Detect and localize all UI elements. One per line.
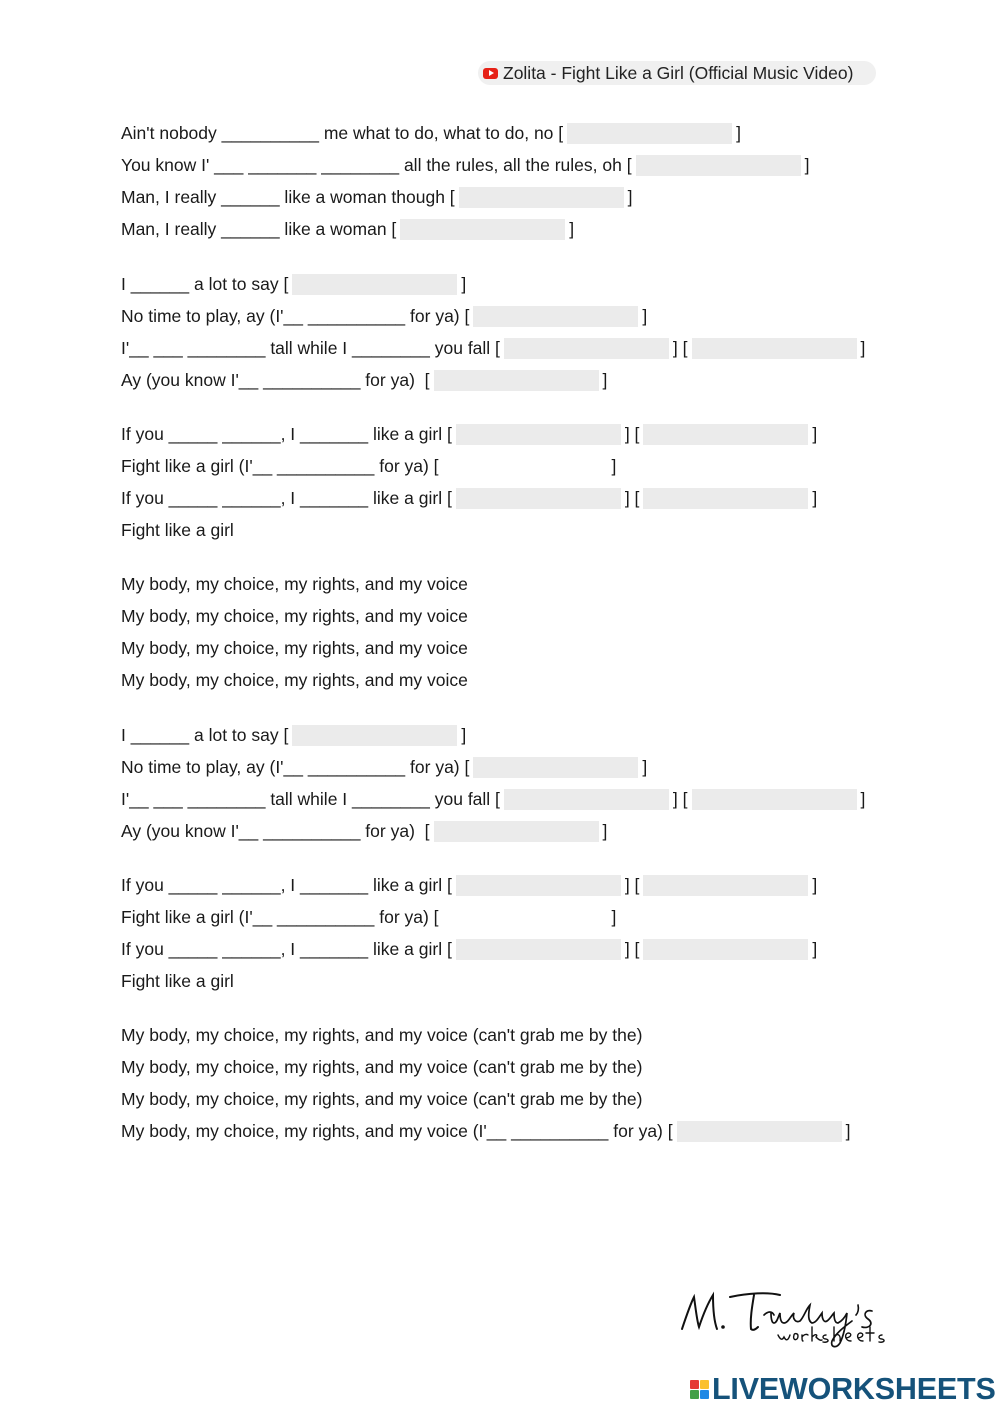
signature-logo: [676, 1283, 926, 1355]
lyric-text: Ay (you know I'__ __________ for ya) [: [121, 370, 430, 390]
lyric-line: [121, 337, 865, 359]
lyric-text: If you _____ ______, I _______ like a girl [: [121, 488, 452, 508]
answer-input-box[interactable]: [643, 424, 808, 445]
lyric-text: Ain't nobody __________ me what to do, what to do, no [: [121, 123, 564, 143]
lyric-line: [121, 1024, 642, 1046]
logo-square: [690, 1380, 699, 1389]
lyric-text: ]: [812, 939, 818, 959]
answer-input-box[interactable]: [292, 274, 457, 295]
lyric-text: My body, my choice, my rights, and my voice: [121, 638, 468, 658]
answer-input-box[interactable]: [400, 219, 565, 240]
lyric-text: ]: [812, 875, 818, 895]
lyric-text: ] [: [624, 488, 640, 508]
answer-input-box[interactable]: [292, 725, 457, 746]
lyric-text: ] [: [672, 338, 688, 358]
liveworksheets-logo: [690, 1372, 996, 1406]
answer-input-box[interactable]: [443, 907, 608, 928]
brand-name: LIVEWORKSHEETS: [712, 1371, 996, 1406]
answer-input-box[interactable]: [692, 338, 857, 359]
lyric-text: ]: [602, 370, 608, 390]
lyric-text: My body, my choice, my rights, and my voice (can't grab me by the): [121, 1057, 643, 1077]
answer-input-box[interactable]: [643, 488, 808, 509]
answer-input-box[interactable]: [459, 187, 624, 208]
answer-input-box[interactable]: [504, 338, 669, 359]
lyric-text: You know I' ___ _______ ________ all the rules, all the rules, oh [: [121, 155, 632, 175]
lyric-text: My body, my choice, my rights, and my voice: [121, 606, 468, 626]
answer-input-box[interactable]: [643, 875, 808, 896]
lyric-text: Fight like a girl: [121, 520, 234, 540]
lyric-text: If you _____ ______, I _______ like a girl [: [121, 939, 452, 959]
video-title: Zolita - Fight Like a Girl (Official Music Video): [503, 62, 854, 83]
lyric-text: ]: [627, 187, 633, 207]
answer-input-box[interactable]: [456, 939, 621, 960]
answer-input-box[interactable]: [677, 1121, 842, 1142]
lyric-text: Fight like a girl (I'__ __________ for ya) [: [121, 456, 439, 476]
lyric-line: [121, 637, 468, 659]
lyric-line: [121, 970, 234, 992]
lyric-line: [121, 820, 607, 842]
lyric-text: ] [: [624, 875, 640, 895]
lyric-text: ]: [860, 338, 866, 358]
answer-input-box[interactable]: [456, 424, 621, 445]
lyric-text: ] [: [672, 789, 688, 809]
lyric-text: My body, my choice, my rights, and my voice (can't grab me by the): [121, 1089, 643, 1109]
answer-input-box[interactable]: [434, 821, 599, 842]
lyric-text: ]: [611, 456, 617, 476]
lyric-line: [121, 273, 466, 295]
lyric-line: [121, 305, 647, 327]
lyric-text: I ______ a lot to say [: [121, 274, 289, 294]
lyric-text: My body, my choice, my rights, and my voice: [121, 670, 468, 690]
lyric-text: Fight like a girl (I'__ __________ for ya) [: [121, 907, 439, 927]
lyric-line: [121, 788, 865, 810]
youtube-icon: [483, 68, 498, 79]
lyric-line: [121, 154, 809, 176]
video-link[interactable]: [478, 61, 876, 85]
lyric-line: [121, 938, 817, 960]
lyric-text: ]: [736, 123, 742, 143]
lyric-text: I'__ ___ ________ tall while I ________ you fall [: [121, 789, 500, 809]
lyric-text: No time to play, ay (I'__ __________ for ya) [: [121, 306, 470, 326]
answer-input-box[interactable]: [473, 757, 638, 778]
logo-square: [700, 1380, 709, 1389]
logo-square: [690, 1390, 699, 1399]
lyric-line: [121, 874, 817, 896]
lyric-text: Ay (you know I'__ __________ for ya) [: [121, 821, 430, 841]
lyric-line: [121, 519, 234, 541]
lyric-line: [121, 487, 817, 509]
lyric-text: ]: [569, 219, 575, 239]
logo-square: [700, 1390, 709, 1399]
lyric-line: [121, 605, 468, 627]
lyric-line: [121, 1120, 850, 1142]
lyric-text: Man, I really ______ like a woman though [: [121, 187, 455, 207]
lyric-text: ]: [642, 757, 648, 777]
lyric-line: [121, 756, 647, 778]
lyric-line: [121, 724, 466, 746]
lyric-line: [121, 1056, 642, 1078]
answer-input-box[interactable]: [567, 123, 732, 144]
lyric-text: ] [: [624, 939, 640, 959]
lyric-text: ] [: [624, 424, 640, 444]
lyric-line: [121, 669, 468, 691]
lyric-text: Fight like a girl: [121, 971, 234, 991]
lyric-text: ]: [812, 488, 818, 508]
lyric-line: [121, 573, 468, 595]
lyric-text: ]: [804, 155, 810, 175]
lyric-text: ]: [602, 821, 608, 841]
answer-input-box[interactable]: [434, 370, 599, 391]
lyric-line: [121, 455, 616, 477]
lyric-line: [121, 122, 741, 144]
lyric-text: My body, my choice, my rights, and my voice (I'__ __________ for ya) [: [121, 1121, 673, 1141]
lyric-line: [121, 218, 574, 240]
lyric-text: ]: [642, 306, 648, 326]
lyric-text: Man, I really ______ like a woman [: [121, 219, 397, 239]
lyric-line: [121, 423, 817, 445]
lyric-text: No time to play, ay (I'__ __________ for ya) [: [121, 757, 470, 777]
lyric-text: ]: [461, 274, 467, 294]
answer-input-box[interactable]: [636, 155, 801, 176]
lyric-line: [121, 186, 633, 208]
lyric-line: [121, 1088, 642, 1110]
lyric-line: [121, 369, 607, 391]
answer-input-box[interactable]: [473, 306, 638, 327]
lyric-text: If you _____ ______, I _______ like a girl [: [121, 875, 452, 895]
lyric-text: I ______ a lot to say [: [121, 725, 289, 745]
answer-input-box[interactable]: [443, 456, 608, 477]
liveworksheets-icon: [690, 1380, 709, 1399]
lyric-text: ]: [461, 725, 467, 745]
answer-input-box[interactable]: [456, 875, 621, 896]
lyric-text: ]: [611, 907, 617, 927]
answer-input-box[interactable]: [692, 789, 857, 810]
lyric-text: ]: [860, 789, 866, 809]
answer-input-box[interactable]: [504, 789, 669, 810]
lyric-text: ]: [845, 1121, 851, 1141]
answer-input-box[interactable]: [643, 939, 808, 960]
lyric-text: If you _____ ______, I _______ like a girl [: [121, 424, 452, 444]
lyric-text: My body, my choice, my rights, and my voice (can't grab me by the): [121, 1025, 643, 1045]
answer-input-box[interactable]: [456, 488, 621, 509]
lyric-text: ]: [812, 424, 818, 444]
lyric-text: I'__ ___ ________ tall while I ________ you fall [: [121, 338, 500, 358]
lyric-line: [121, 906, 616, 928]
lyric-text: My body, my choice, my rights, and my voice: [121, 574, 468, 594]
